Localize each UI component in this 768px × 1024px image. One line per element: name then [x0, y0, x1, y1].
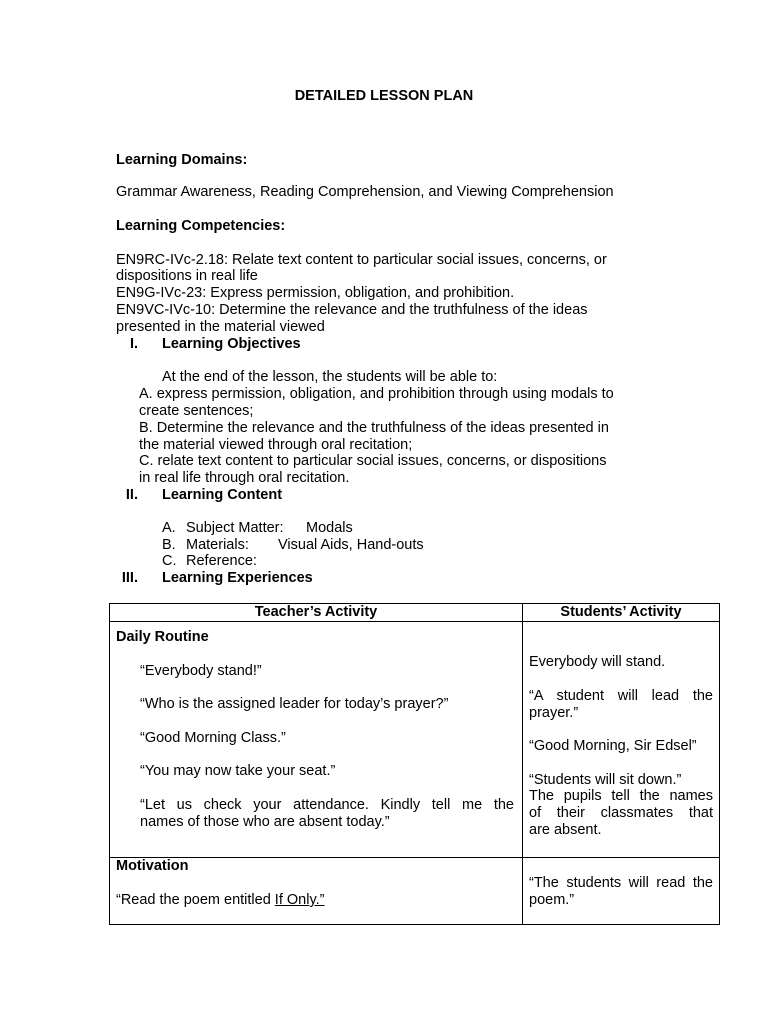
content-item-label: Reference:: [186, 553, 257, 569]
student-line: The pupils tell the names: [529, 788, 713, 804]
section-numeral: III.: [121, 570, 138, 586]
student-line: “Good Morning, Sir Edsel”: [529, 738, 697, 754]
daily-routine-heading: Daily Routine: [116, 629, 209, 645]
students-activity-header: Students’ Activity: [523, 604, 720, 622]
learning-content-heading: Learning Content: [162, 487, 283, 503]
motivation-teacher-cell: [110, 858, 523, 925]
competency-line: dispositions in real life: [116, 268, 258, 284]
teacher-activity-header: Teacher’s Activity: [110, 604, 523, 622]
student-line: Everybody will stand.: [529, 654, 666, 670]
competency-line: EN9G-IVc-23: Express permission, obligation, and prohibition.: [116, 285, 515, 301]
motivation-instruction: “Read the poem entitled: [116, 892, 275, 908]
student-line: are absent.: [529, 822, 602, 838]
teacher-line: “Everybody stand!”: [140, 663, 262, 679]
objectives-intro: At the end of the lesson, the students will be able to:: [162, 369, 498, 385]
objective-line: B. Determine the relevance and the truthfulness of the ideas presented in: [139, 420, 609, 436]
student-line: of their classmates that: [529, 805, 713, 821]
content-item-value: Modals: [306, 520, 353, 536]
learning-domains-heading: Learning Domains:: [116, 152, 248, 168]
competency-line: presented in the material viewed: [116, 319, 325, 335]
daily-routine-teacher-cell: [110, 622, 523, 858]
student-line: “Students will sit down.”: [529, 772, 682, 788]
content-item-label: Subject Matter:: [186, 520, 284, 536]
objective-line: the material viewed through oral recitation;: [139, 437, 413, 453]
learning-competencies-heading: Learning Competencies:: [116, 218, 286, 234]
teacher-line: “You may now take your seat.”: [140, 763, 336, 779]
content-item-letter: C.: [162, 553, 177, 569]
objective-line: create sentences;: [139, 403, 254, 419]
section-numeral: II.: [125, 487, 138, 503]
learning-domains-text: Grammar Awareness, Reading Comprehension, and Viewing Comprehension: [116, 184, 614, 200]
motivation-heading: Motivation: [116, 858, 189, 874]
student-line: prayer.”: [529, 705, 579, 721]
poem-title: If Only.”: [274, 892, 325, 908]
competency-line: EN9RC-IVc-2.18: Relate text content to particular social issues, concerns, or: [116, 252, 607, 268]
teacher-line: “Who is the assigned leader for today’s prayer?”: [140, 696, 449, 712]
document-title: DETAILED LESSON PLAN: [294, 88, 474, 104]
content-item-letter: B.: [162, 537, 176, 553]
content-item-letter: A.: [162, 520, 176, 536]
teacher-line: “Let us check your attendance. Kindly tell me the: [140, 797, 514, 813]
student-line: poem.”: [529, 892, 575, 908]
daily-routine-students-cell: [523, 622, 720, 858]
student-line: “A student will lead the: [529, 688, 713, 704]
objective-line: C. relate text content to particular social issues, concerns, or dispositions: [139, 453, 607, 469]
motivation-teacher-line: [116, 892, 324, 909]
learning-objectives-heading: Learning Objectives: [162, 336, 301, 352]
activity-table: [109, 603, 720, 925]
teacher-line: “Good Morning Class.”: [140, 730, 286, 746]
content-item-value: Visual Aids, Hand-outs: [278, 537, 424, 553]
learning-experiences-heading: Learning Experiences: [162, 570, 313, 586]
section-numeral: I.: [129, 336, 138, 352]
teacher-line: names of those who are absent today.”: [140, 814, 390, 830]
motivation-students-cell: [523, 858, 720, 925]
student-line: “The students will read the: [529, 875, 713, 891]
competency-line: EN9VC-IVc-10: Determine the relevance and the truthfulness of the ideas: [116, 302, 588, 318]
objective-line: in real life through oral recitation.: [139, 470, 350, 486]
objective-line: A. express permission, obligation, and prohibition through using modals to: [139, 386, 614, 402]
content-item-label: Materials:: [186, 537, 249, 553]
